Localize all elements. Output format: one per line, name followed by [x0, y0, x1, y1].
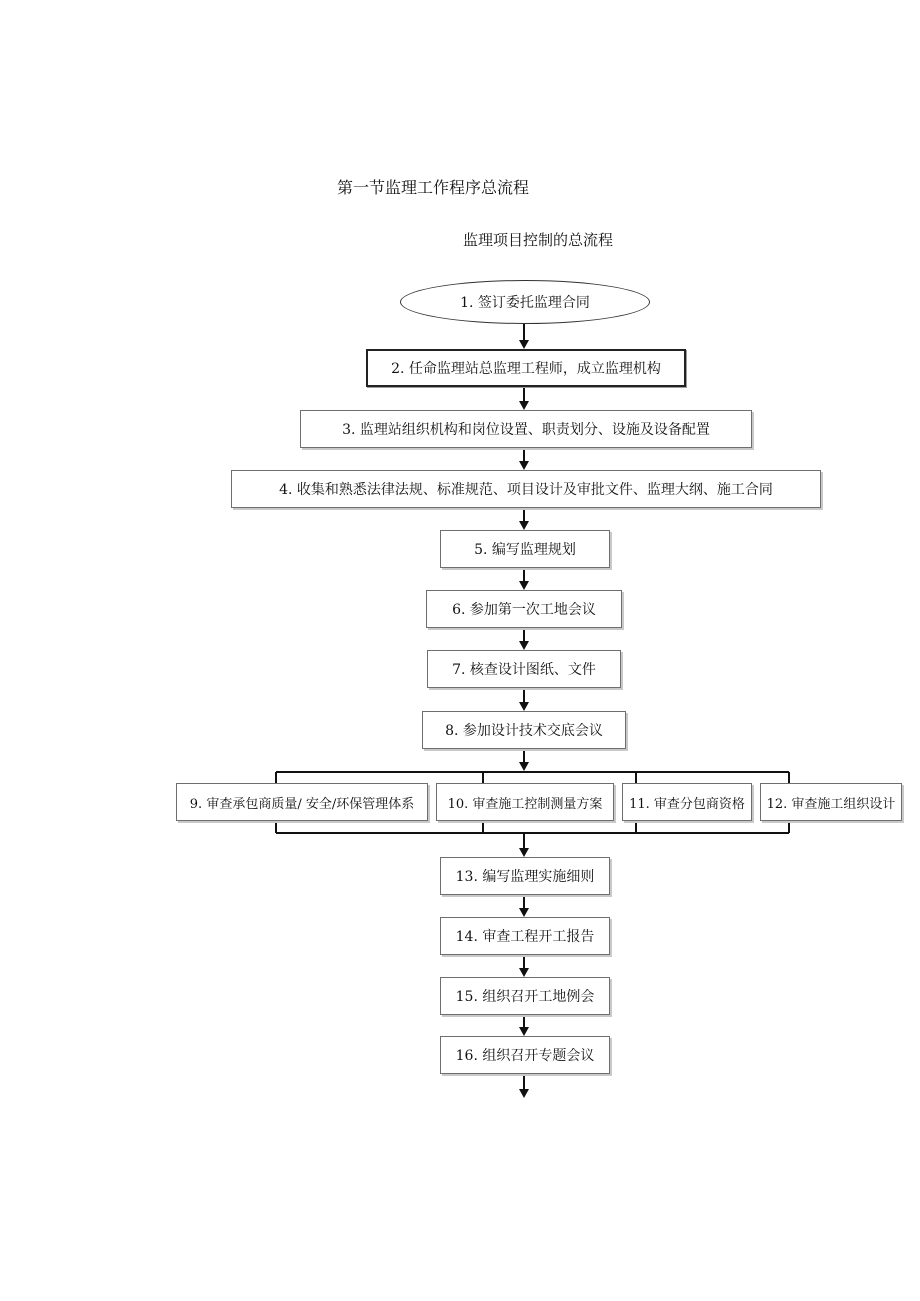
- connector-arrow-11-head: [519, 968, 529, 977]
- connector-arrow-2-head: [519, 401, 529, 410]
- step-14-review-start-report: 14. 审查工程开工报告: [440, 917, 610, 955]
- step-9-review-management-systems: 9. 审查承包商质量/ 安全/环保管理体系: [176, 783, 428, 821]
- step-7-check-drawings: 7. 核查设计图纸、文件: [427, 650, 621, 688]
- connector-arrow-6-head: [519, 641, 529, 650]
- step-12-review-construction-design: 12. 审查施工组织设计: [760, 783, 902, 821]
- step-16-special-meeting: 16. 组织召开专题会议: [440, 1036, 610, 1074]
- section-title: 第一节监理工作程序总流程: [337, 178, 530, 197]
- step-5-write-plan: 5. 编写监理规划: [440, 530, 610, 568]
- step-6-first-site-meeting: 6. 参加第一次工地会议: [426, 590, 622, 628]
- chart-title: 监理项目控制的总流程: [463, 231, 614, 249]
- step-15-site-regular-meeting: 15. 组织召开工地例会: [440, 977, 610, 1015]
- connector-arrow-13-head: [519, 1089, 529, 1098]
- connector-arrow-9-head: [519, 848, 529, 857]
- connector-arrow-12-head: [519, 1027, 529, 1036]
- connector-arrow-1-head: [519, 340, 529, 349]
- connector-arrow-8-head: [519, 762, 529, 771]
- connector-arrow-4-head: [519, 521, 529, 530]
- step-3-organization-setup: 3. 监理站组织机构和岗位设置、职责划分、设施及设备配置: [300, 410, 752, 448]
- step-11-review-subcontractor: 11. 审查分包商资格: [622, 783, 752, 821]
- connector-arrow-7-head: [519, 702, 529, 711]
- step-10-review-survey-plan: 10. 审查施工控制测量方案: [436, 783, 614, 821]
- step-2-appoint-chief-engineer: 2. 任命监理站总监理工程师，成立监理机构: [366, 349, 686, 387]
- connector-arrow-3-head: [519, 461, 529, 470]
- step-4-collect-regulations: 4. 收集和熟悉法律法规、标准规范、项目设计及审批文件、监理大纲、施工合同: [231, 470, 821, 508]
- step-1-sign-contract: 1. 签订委托监理合同: [400, 280, 650, 324]
- step-8-design-disclosure-meeting: 8. 参加设计技术交底会议: [422, 711, 626, 749]
- connector-arrow-5-head: [519, 581, 529, 590]
- step-13-write-implementation-rules: 13. 编写监理实施细则: [440, 857, 610, 895]
- connector-arrow-10-head: [519, 908, 529, 917]
